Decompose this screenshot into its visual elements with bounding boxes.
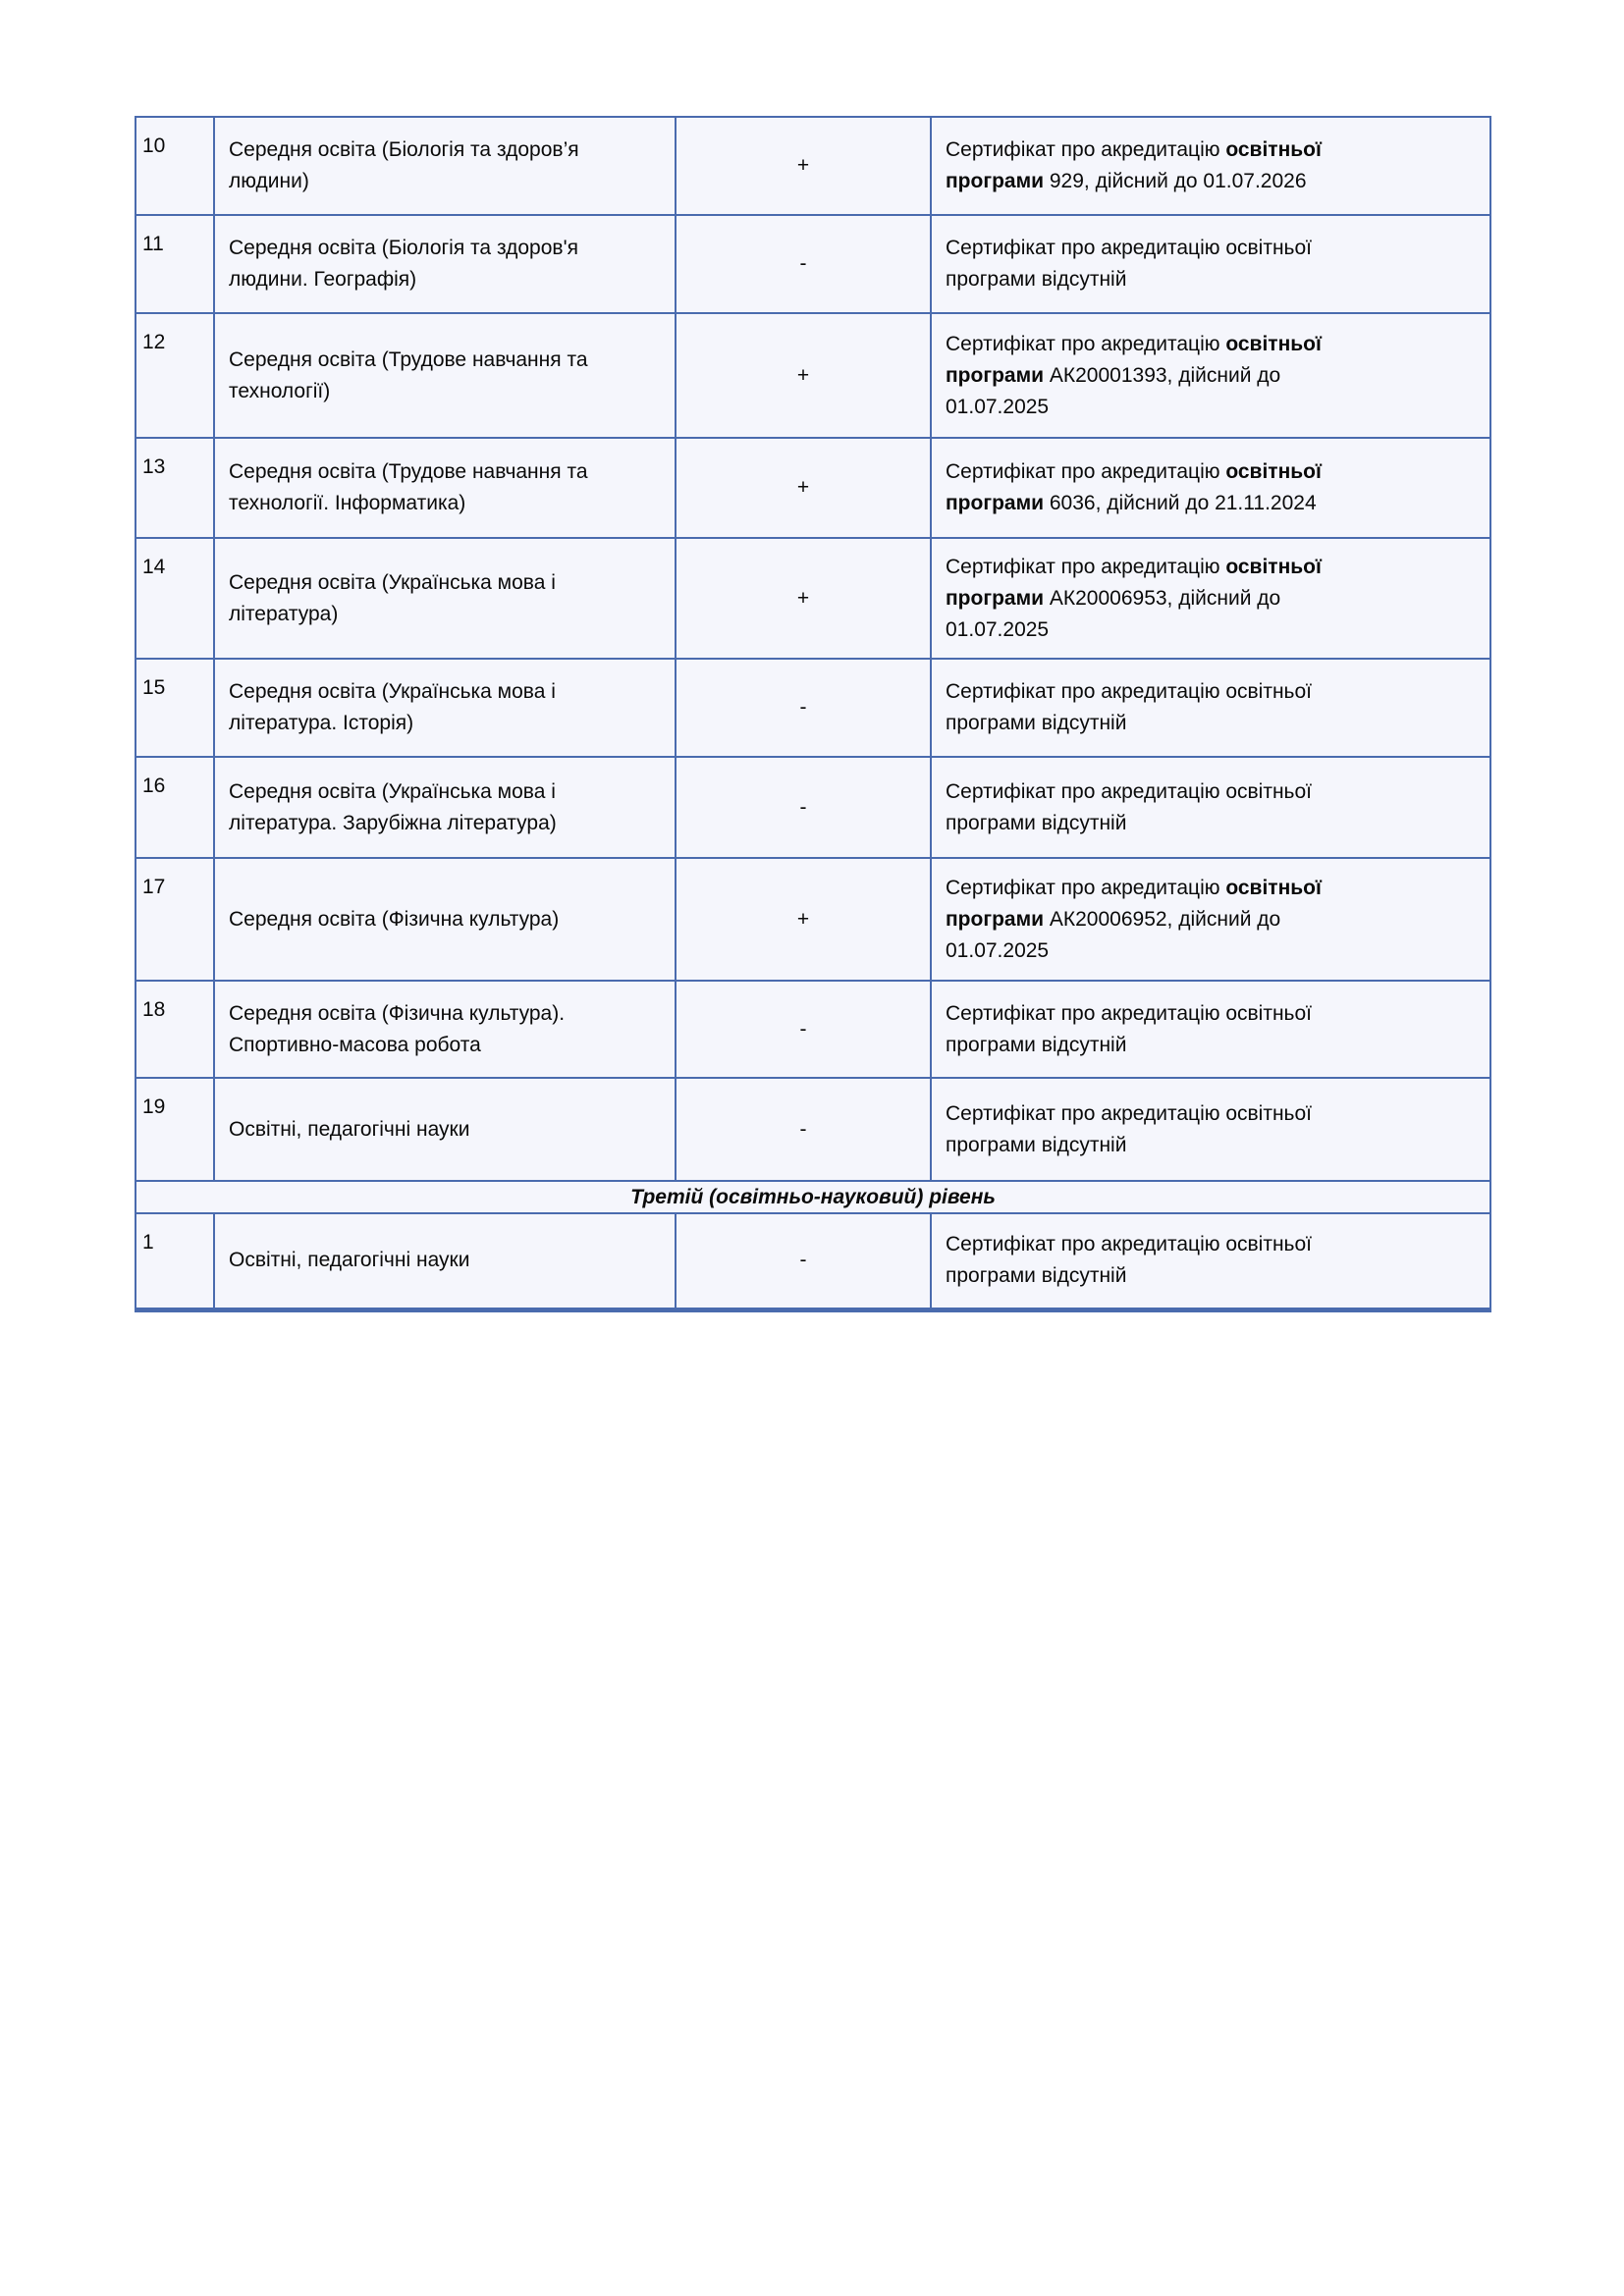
row-number-cell [135, 1078, 214, 1181]
certificate-text-prefix: Сертифікат про акредитацію освітньої програми відсутній [946, 1233, 1312, 1288]
program-name: Освітні, педагогічні науки [229, 1249, 470, 1272]
program-name-cell [214, 117, 676, 215]
accreditation-mark: + [796, 476, 810, 499]
accreditation-mark: + [796, 363, 810, 387]
certificate-text-suffix: АК20001393, дійсний до 01.07.2025 [946, 363, 1281, 418]
section-header-row [135, 1181, 1490, 1213]
accreditation-mark-cell [676, 438, 931, 538]
certificate-cell [931, 313, 1490, 438]
certificate-text-bold: освітньої програми [946, 876, 1322, 931]
program-name: Середня освіта (Біологія та здоров’я людини) [229, 138, 579, 192]
row-number-cell [135, 313, 214, 438]
program-name: Середня освіта (Трудове навчання та технології) [229, 347, 588, 402]
program-name-cell [214, 313, 676, 438]
certificate-text-prefix: Сертифікат про акредитацію освітньої програми відсутній [946, 1101, 1312, 1156]
accreditation-mark-cell [676, 538, 931, 659]
table-row [135, 659, 1490, 757]
accreditation-mark: - [799, 252, 807, 275]
row-number-cell [135, 981, 214, 1078]
program-name: Середня освіта (Українська мова і література) [229, 570, 556, 625]
row-number: 17 [142, 876, 166, 898]
accreditation-mark-cell [676, 1078, 931, 1181]
program-name: Середня освіта (Українська мова і література. Зарубіжна література) [229, 779, 557, 834]
table-row [135, 981, 1490, 1078]
program-name: Середня освіта (Фізична культура). Спортивно-масова робота [229, 1001, 566, 1056]
row-number-cell [135, 757, 214, 858]
accreditation-mark-cell [676, 1213, 931, 1309]
certificate-text-suffix: 929, дійсний до 01.07.2026 [1044, 170, 1307, 192]
row-number-cell [135, 215, 214, 313]
certificate-text-bold: освітньої програми [946, 332, 1322, 387]
program-name-cell [214, 659, 676, 757]
accreditation-mark: - [799, 1117, 807, 1141]
certificate-text-suffix: АК20006953, дійсний до 01.07.2025 [946, 586, 1281, 641]
certificate-cell [931, 659, 1490, 757]
program-name: Середня освіта (Українська мова і література. Історія) [229, 680, 556, 734]
certificate-text-prefix: Сертифікат про акредитацію освітньої програми відсутній [946, 1001, 1312, 1056]
certificate-text-bold: освітньої програми [946, 555, 1322, 610]
row-number-cell [135, 659, 214, 757]
accreditation-table-body [135, 117, 1490, 1309]
row-number-cell [135, 117, 214, 215]
table-row [135, 117, 1490, 215]
certificate-text-prefix: Сертифікат про акредитацію [946, 460, 1226, 483]
row-number-cell [135, 438, 214, 538]
certificate-cell [931, 438, 1490, 538]
row-number: 18 [142, 998, 166, 1021]
program-name-cell [214, 215, 676, 313]
accreditation-mark-cell [676, 858, 931, 981]
table-row [135, 757, 1490, 858]
row-number: 13 [142, 455, 166, 478]
certificate-text-prefix: Сертифікат про акредитацію освітньої програми відсутній [946, 680, 1312, 734]
certificate-text-prefix: Сертифікат про акредитацію [946, 555, 1226, 578]
program-name: Середня освіта (Біологія та здоров'я людини. Географія) [229, 237, 578, 291]
accreditation-table [135, 116, 1491, 1312]
accreditation-mark: - [799, 696, 807, 719]
row-number-cell [135, 858, 214, 981]
certificate-text-prefix: Сертифікат про акредитацію освітньої програми відсутній [946, 779, 1312, 834]
program-name-cell [214, 438, 676, 538]
accreditation-mark: - [799, 1249, 807, 1272]
table-row [135, 1213, 1490, 1309]
certificate-cell [931, 1213, 1490, 1309]
program-name-cell [214, 1213, 676, 1309]
accreditation-mark: + [796, 154, 810, 177]
accreditation-mark: + [796, 586, 810, 610]
row-number: 16 [142, 774, 166, 797]
certificate-cell [931, 215, 1490, 313]
certificate-cell [931, 538, 1490, 659]
certificate-text-prefix: Сертифікат про акредитацію [946, 138, 1226, 161]
table-row [135, 538, 1490, 659]
certificate-text-bold: освітньої програми [946, 138, 1322, 192]
table-row [135, 215, 1490, 313]
table-row [135, 1078, 1490, 1181]
table-row [135, 858, 1490, 981]
certificate-cell [931, 981, 1490, 1078]
program-name: Середня освіта (Трудове навчання та технології. Інформатика) [229, 460, 588, 514]
certificate-text-bold: освітньої програми [946, 460, 1322, 514]
accreditation-mark-cell [676, 659, 931, 757]
row-number: 11 [142, 233, 164, 255]
row-number: 12 [142, 331, 166, 353]
accreditation-mark: - [799, 1017, 807, 1041]
program-name-cell [214, 757, 676, 858]
certificate-cell [931, 757, 1490, 858]
program-name: Середня освіта (Фізична культура) [229, 907, 560, 931]
program-name-cell [214, 858, 676, 981]
program-name-cell [214, 538, 676, 659]
program-name-cell [214, 1078, 676, 1181]
table-row [135, 438, 1490, 538]
row-number: 15 [142, 676, 166, 699]
certificate-text-prefix: Сертифікат про акредитацію [946, 332, 1226, 355]
certificate-cell [931, 1078, 1490, 1181]
row-number: 14 [142, 556, 166, 578]
program-name: Освітні, педагогічні науки [229, 1117, 470, 1141]
certificate-cell [931, 117, 1490, 215]
accreditation-mark: + [796, 907, 810, 931]
accreditation-mark-cell [676, 117, 931, 215]
row-number: 1 [142, 1231, 154, 1254]
certificate-text-prefix: Сертифікат про акредитацію [946, 876, 1226, 899]
certificate-text-prefix: Сертифікат про акредитацію освітньої програми відсутній [946, 237, 1312, 291]
accreditation-mark-cell [676, 981, 931, 1078]
section-header-text: Третій (освітньо-науковий) рівень [630, 1185, 996, 1208]
row-number-cell [135, 1213, 214, 1309]
accreditation-mark: - [799, 795, 807, 819]
table-row [135, 313, 1490, 438]
section-header-cell [135, 1181, 1490, 1213]
row-number-cell [135, 538, 214, 659]
program-name-cell [214, 981, 676, 1078]
certificate-text-suffix: АК20006952, дійсний до 01.07.2025 [946, 907, 1281, 962]
row-number: 19 [142, 1095, 166, 1118]
accreditation-mark-cell [676, 215, 931, 313]
accreditation-mark-cell [676, 313, 931, 438]
row-number: 10 [142, 134, 166, 157]
certificate-cell [931, 858, 1490, 981]
accreditation-mark-cell [676, 757, 931, 858]
certificate-text-suffix: 6036, дійсний до 21.11.2024 [1044, 492, 1317, 514]
